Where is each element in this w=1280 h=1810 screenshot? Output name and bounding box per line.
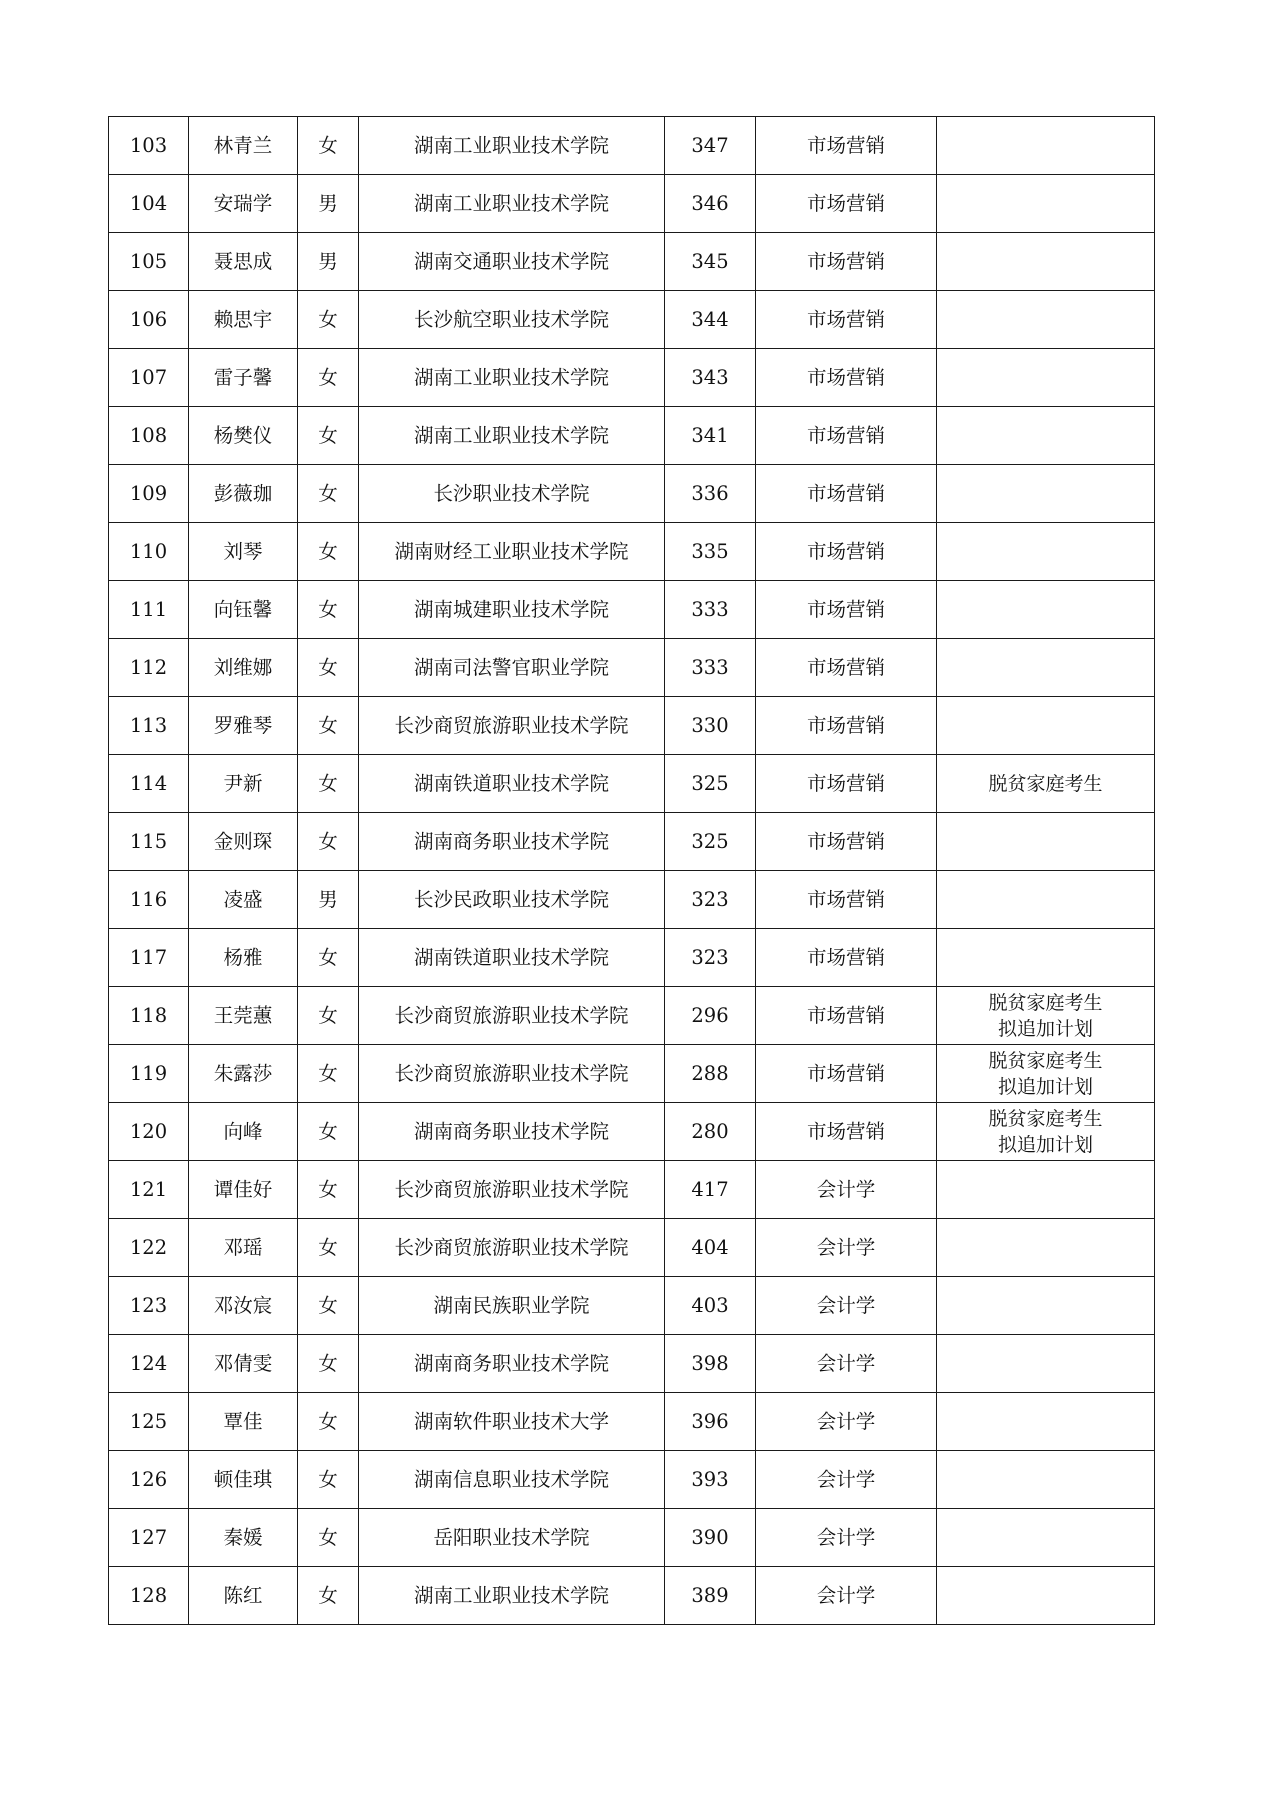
school-cell: 湖南工业职业技术学院 [359,175,665,233]
school-cell: 湖南信息职业技术学院 [359,1451,665,1509]
row-number-cell: 115 [109,813,189,871]
major-cell: 市场营销 [756,465,937,523]
name-cell: 朱露莎 [189,1045,298,1103]
score-cell: 346 [665,175,756,233]
remark-cell [937,1045,1155,1103]
remark-line: 脱贫家庭考生 [988,1107,1103,1130]
score-cell: 345 [665,233,756,291]
school-cell: 湖南软件职业技术大学 [359,1393,665,1451]
row-number-cell: 123 [109,1277,189,1335]
row-number-cell: 106 [109,291,189,349]
name-cell: 陈红 [189,1567,298,1625]
gender-cell: 女 [298,581,359,639]
table-row [109,813,1155,871]
name-cell: 邓瑶 [189,1219,298,1277]
name-cell: 杨雅 [189,929,298,987]
major-cell: 市场营销 [756,697,937,755]
major-cell: 市场营销 [756,407,937,465]
score-cell: 403 [665,1277,756,1335]
remark-cell [937,1103,1155,1161]
major-cell: 市场营销 [756,581,937,639]
remark-cell [937,1509,1155,1567]
remark-cell [937,349,1155,407]
remark-cell [937,929,1155,987]
gender-cell: 女 [298,1103,359,1161]
row-number-cell: 128 [109,1567,189,1625]
table-row [109,291,1155,349]
school-cell: 湖南工业职业技术学院 [359,1567,665,1625]
score-cell: 341 [665,407,756,465]
score-cell: 325 [665,813,756,871]
row-number-cell: 117 [109,929,189,987]
school-cell: 湖南城建职业技术学院 [359,581,665,639]
score-cell: 288 [665,1045,756,1103]
major-cell: 市场营销 [756,117,937,175]
school-cell: 湖南铁道职业技术学院 [359,755,665,813]
score-cell: 335 [665,523,756,581]
remark-cell [937,1393,1155,1451]
remark-cell [937,117,1155,175]
table-row [109,1335,1155,1393]
row-number-cell: 120 [109,1103,189,1161]
table-row [109,1509,1155,1567]
gender-cell: 男 [298,175,359,233]
remark-line: 脱贫家庭考生 [988,1049,1103,1072]
remark-cell [937,1451,1155,1509]
table-row [109,697,1155,755]
name-cell: 刘琴 [189,523,298,581]
school-cell: 长沙商贸旅游职业技术学院 [359,1161,665,1219]
name-cell: 林青兰 [189,117,298,175]
gender-cell: 女 [298,1509,359,1567]
score-cell: 296 [665,987,756,1045]
gender-cell: 女 [298,929,359,987]
table-row [109,755,1155,813]
remark-cell [937,871,1155,929]
major-cell: 市场营销 [756,233,937,291]
score-cell: 336 [665,465,756,523]
gender-cell: 女 [298,465,359,523]
table-row [109,117,1155,175]
row-number-cell: 118 [109,987,189,1045]
gender-cell: 女 [298,987,359,1045]
table-row [109,233,1155,291]
score-cell: 323 [665,929,756,987]
row-number-cell: 121 [109,1161,189,1219]
gender-cell: 女 [298,1335,359,1393]
major-cell: 会计学 [756,1451,937,1509]
major-cell: 市场营销 [756,1045,937,1103]
major-cell: 市场营销 [756,871,937,929]
table-row [109,1161,1155,1219]
admission-list-table [108,116,1155,1625]
major-cell: 市场营销 [756,349,937,407]
name-cell: 顿佳琪 [189,1451,298,1509]
major-cell: 市场营销 [756,1103,937,1161]
major-cell: 市场营销 [756,929,937,987]
school-cell: 长沙商贸旅游职业技术学院 [359,987,665,1045]
table-row [109,175,1155,233]
name-cell: 秦媛 [189,1509,298,1567]
school-cell: 湖南交通职业技术学院 [359,233,665,291]
remark-line: 拟追加计划 [997,1017,1093,1040]
school-cell: 湖南工业职业技术学院 [359,117,665,175]
score-cell: 417 [665,1161,756,1219]
gender-cell: 女 [298,1451,359,1509]
row-number-cell: 107 [109,349,189,407]
row-number-cell: 122 [109,1219,189,1277]
school-cell: 湖南司法警官职业学院 [359,639,665,697]
name-cell: 覃佳 [189,1393,298,1451]
table-row [109,1219,1155,1277]
score-cell: 323 [665,871,756,929]
score-cell: 404 [665,1219,756,1277]
row-number-cell: 124 [109,1335,189,1393]
major-cell: 市场营销 [756,175,937,233]
major-cell: 市场营销 [756,639,937,697]
table-body [109,117,1155,1625]
school-cell: 湖南铁道职业技术学院 [359,929,665,987]
name-cell: 尹新 [189,755,298,813]
score-cell: 330 [665,697,756,755]
row-number-cell: 111 [109,581,189,639]
remark-cell [937,465,1155,523]
name-cell: 罗雅琴 [189,697,298,755]
row-number-cell: 119 [109,1045,189,1103]
gender-cell: 女 [298,1567,359,1625]
major-cell: 会计学 [756,1393,937,1451]
name-cell: 邓倩雯 [189,1335,298,1393]
name-cell: 王莞蕙 [189,987,298,1045]
school-cell: 长沙商贸旅游职业技术学院 [359,1045,665,1103]
table-row [109,1277,1155,1335]
table-row [109,523,1155,581]
row-number-cell: 113 [109,697,189,755]
table-row [109,639,1155,697]
table-row [109,1103,1155,1161]
school-cell: 湖南商务职业技术学院 [359,813,665,871]
score-cell: 280 [665,1103,756,1161]
name-cell: 杨樊仪 [189,407,298,465]
remark-cell [937,1219,1155,1277]
major-cell: 会计学 [756,1509,937,1567]
row-number-cell: 127 [109,1509,189,1567]
table-row [109,1045,1155,1103]
remark-cell [937,987,1155,1045]
score-cell: 325 [665,755,756,813]
row-number-cell: 105 [109,233,189,291]
remark-line: 拟追加计划 [997,1133,1093,1156]
major-cell: 会计学 [756,1335,937,1393]
remark-cell [937,523,1155,581]
score-cell: 347 [665,117,756,175]
name-cell: 邓汝宸 [189,1277,298,1335]
name-cell: 谭佳好 [189,1161,298,1219]
major-cell: 会计学 [756,1161,937,1219]
table-row [109,871,1155,929]
school-cell: 湖南财经工业职业技术学院 [359,523,665,581]
table-row [109,581,1155,639]
remark-cell [937,291,1155,349]
major-cell: 市场营销 [756,523,937,581]
gender-cell: 女 [298,813,359,871]
gender-cell: 女 [298,291,359,349]
school-cell: 长沙民政职业技术学院 [359,871,665,929]
row-number-cell: 108 [109,407,189,465]
score-cell: 343 [665,349,756,407]
gender-cell: 女 [298,349,359,407]
major-cell: 市场营销 [756,291,937,349]
name-cell: 赖思宇 [189,291,298,349]
remark-cell [937,581,1155,639]
remark-cell [937,1335,1155,1393]
row-number-cell: 112 [109,639,189,697]
remark-line: 脱贫家庭考生 [988,772,1103,795]
remark-cell [937,755,1155,813]
score-cell: 333 [665,639,756,697]
name-cell: 雷子馨 [189,349,298,407]
school-cell: 长沙航空职业技术学院 [359,291,665,349]
gender-cell: 女 [298,1393,359,1451]
school-cell: 湖南工业职业技术学院 [359,407,665,465]
score-cell: 393 [665,1451,756,1509]
name-cell: 安瑞学 [189,175,298,233]
major-cell: 市场营销 [756,987,937,1045]
score-cell: 398 [665,1335,756,1393]
gender-cell: 女 [298,523,359,581]
name-cell: 向峰 [189,1103,298,1161]
remark-cell [937,1277,1155,1335]
score-cell: 344 [665,291,756,349]
remark-cell [937,233,1155,291]
remark-line: 脱贫家庭考生 [988,991,1103,1014]
remark-cell [937,407,1155,465]
gender-cell: 女 [298,755,359,813]
major-cell: 会计学 [756,1567,937,1625]
row-number-cell: 109 [109,465,189,523]
remark-cell [937,639,1155,697]
school-cell: 长沙商贸旅游职业技术学院 [359,697,665,755]
gender-cell: 女 [298,1161,359,1219]
school-cell: 长沙商贸旅游职业技术学院 [359,1219,665,1277]
table-row [109,1393,1155,1451]
major-cell: 市场营销 [756,813,937,871]
row-number-cell: 103 [109,117,189,175]
gender-cell: 女 [298,407,359,465]
table-row [109,349,1155,407]
name-cell: 金则琛 [189,813,298,871]
name-cell: 凌盛 [189,871,298,929]
table-row [109,407,1155,465]
row-number-cell: 116 [109,871,189,929]
remark-cell [937,1161,1155,1219]
school-cell: 湖南商务职业技术学院 [359,1103,665,1161]
gender-cell: 女 [298,1219,359,1277]
gender-cell: 男 [298,871,359,929]
table-row [109,465,1155,523]
gender-cell: 女 [298,1277,359,1335]
table-row [109,1451,1155,1509]
name-cell: 聂思成 [189,233,298,291]
school-cell: 长沙职业技术学院 [359,465,665,523]
name-cell: 向钰馨 [189,581,298,639]
gender-cell: 女 [298,1045,359,1103]
gender-cell: 男 [298,233,359,291]
gender-cell: 女 [298,117,359,175]
row-number-cell: 104 [109,175,189,233]
table-row [109,1567,1155,1625]
score-cell: 390 [665,1509,756,1567]
major-cell: 会计学 [756,1219,937,1277]
remark-cell [937,697,1155,755]
score-cell: 396 [665,1393,756,1451]
remark-cell [937,175,1155,233]
school-cell: 湖南工业职业技术学院 [359,349,665,407]
row-number-cell: 110 [109,523,189,581]
row-number-cell: 114 [109,755,189,813]
school-cell: 湖南民族职业学院 [359,1277,665,1335]
major-cell: 市场营销 [756,755,937,813]
name-cell: 刘维娜 [189,639,298,697]
school-cell: 岳阳职业技术学院 [359,1509,665,1567]
score-cell: 333 [665,581,756,639]
score-cell: 389 [665,1567,756,1625]
gender-cell: 女 [298,639,359,697]
remark-cell [937,813,1155,871]
name-cell: 彭薇珈 [189,465,298,523]
remark-line: 拟追加计划 [997,1075,1093,1098]
table-row [109,929,1155,987]
table-row [109,987,1155,1045]
school-cell: 湖南商务职业技术学院 [359,1335,665,1393]
row-number-cell: 126 [109,1451,189,1509]
gender-cell: 女 [298,697,359,755]
row-number-cell: 125 [109,1393,189,1451]
remark-cell [937,1567,1155,1625]
major-cell: 会计学 [756,1277,937,1335]
